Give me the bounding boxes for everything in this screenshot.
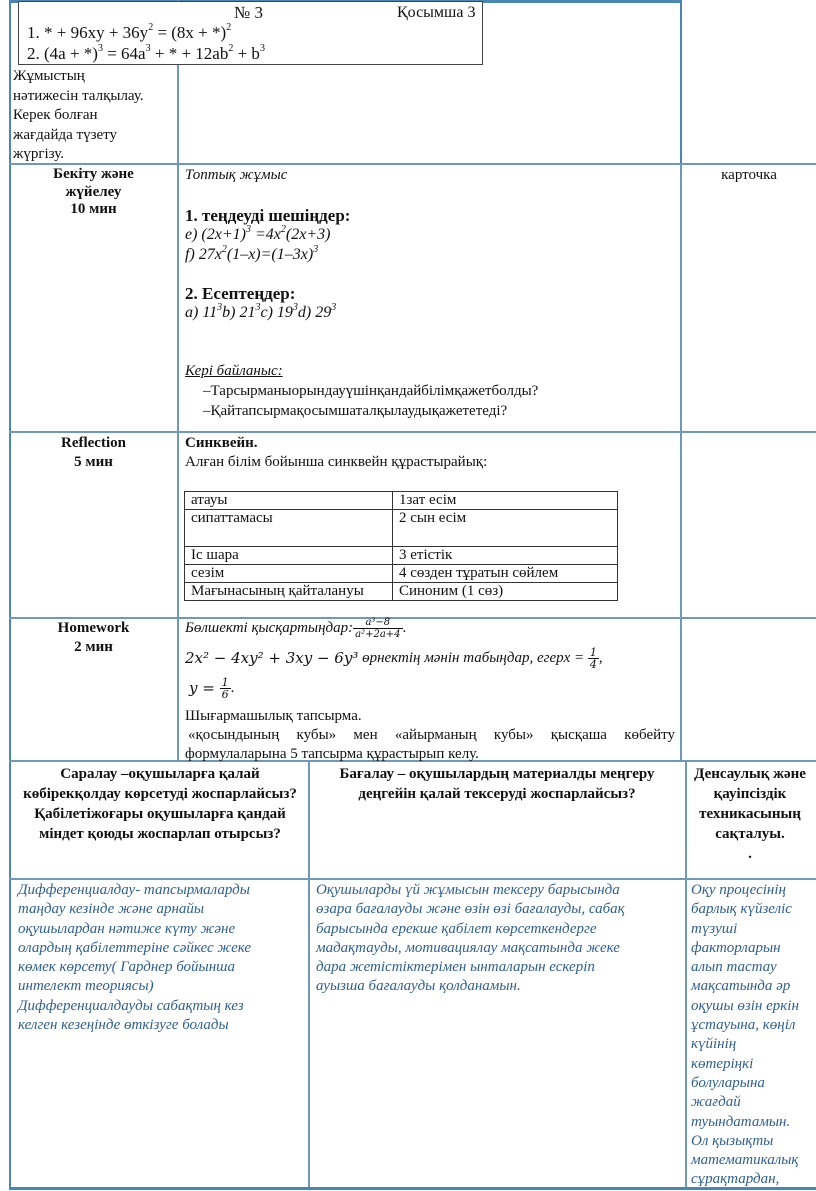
appendix-label: Қосымша 3 xyxy=(397,4,476,21)
resource-card: карточка xyxy=(721,167,777,183)
health-safety-text: Оқу процесінің барлық күйзеліс түзуші факторларын алып тастау мақсатында әр оқушы өзін еркін ұстауына, көңіл күйінің көтеріңкі болуларына жағдай туындатамын. Ол қызықты математикалық сұрақтардан, xyxy=(691,882,799,1188)
appendix-box xyxy=(18,1,483,65)
table-row xyxy=(185,547,618,565)
group-work-label: Топтық жұмыс xyxy=(185,167,288,183)
fraction-y: $\frac{1}{6}$ xyxy=(221,676,229,701)
row-divider-5 xyxy=(9,878,816,880)
fraction-1: $\frac{\text{a³−8}}{\text{a²+2a+4}}$ xyxy=(355,617,401,640)
creative-task-text: «қосындының кубы» мен «айырманың кубы» қысқаша көбейту формулаларына 5 тапсырма құрастырып келу. xyxy=(185,727,675,762)
task1-title: 1. теңдеуді шешіңдер: xyxy=(185,206,351,225)
header-health-safety: Денсаулық және қауіпсіздік техникасының сақталуы. . xyxy=(694,766,806,862)
feedback-item: –Тарсырманыорындауүшінқандайбілімқажетболды? xyxy=(203,383,539,399)
cinquain-title: Синквейн. xyxy=(185,435,258,451)
differentiation-text: Дифференциалдау- тапсырмаларды таңдау кезінде және арнайы оқушылардан нәтиже күту және олардың қабілеттеріне сәйкес жеке көмек көрсету( Гарднер бойынша интелект теориясы) Дифференциалдауды сабақтың кез келген кезеңінде өткізуге болады xyxy=(18,882,252,1034)
reflection-content xyxy=(185,434,675,472)
stage-consolidation: Бекіту және жүйелеу 10 мин xyxy=(53,166,134,217)
equation-f: f) $27x^2(1-x)=(1-3x)^3$ xyxy=(185,243,319,263)
header-differentiation: Саралау –оқушыларға қалай көбірекқолдау көрсетуді жоспарлайсыз?Қабілетіжоғары оқушыларға қандай міндет қоюды жоспарлап отырсыз? xyxy=(23,766,297,842)
feedback-list xyxy=(185,381,675,421)
row-divider-2 xyxy=(9,431,816,433)
col-divider-2 xyxy=(680,163,682,761)
table-row xyxy=(185,565,618,583)
homework-task2: 2x² − 4xy² + 3xy − 6y³ өрнектің мәнін табыңдар, егерx = $\frac{1}{4}$ , xyxy=(185,646,603,671)
table-cell: Іс шара xyxy=(185,547,393,565)
consolidation-content xyxy=(185,166,675,421)
header-assessment: Бағалау – оқушылардың материалды меңгеру деңгейін қалай тексеруді жоспарлайсыз? xyxy=(339,766,655,802)
stage-reflection: Reflection 5 мин xyxy=(61,435,126,470)
equation-1: 1. * + $96xy + 36y^2 = (8x + *)^2$ xyxy=(27,22,232,42)
table-cell: 4 сөзден тұратын сөйлем xyxy=(393,565,618,583)
stage-homework: Homework 2 мин xyxy=(57,620,130,655)
table-row xyxy=(185,492,618,510)
table-cell: сезім xyxy=(185,565,393,583)
table-row xyxy=(185,510,618,547)
bottom-col-divider-1 xyxy=(308,760,310,1190)
table-cell: Синоним (1 сөз) xyxy=(393,583,618,601)
table-cell: 1зат есім xyxy=(393,492,618,510)
fraction-x: $\frac{1}{4}$ xyxy=(589,646,597,671)
col-divider-1 xyxy=(177,0,179,760)
table-cell: 3 етістік xyxy=(393,547,618,565)
appendix-number: № 3 xyxy=(234,3,263,22)
assessment-text: Оқушыларды үй жұмысын тексеру барысында өзара бағалауды және өзін өзі бағалауды, сабақ барысында ерекше қабілет көрсеткендерге мадақтауды, мотивациялау мақсатында жеке дара жетістіктерімен ынталарын ескеріп ауызша бағалауды қолданамын. xyxy=(316,882,625,995)
table-cell: 2 сын есім xyxy=(393,510,618,547)
table-cell: Мағынасының қайталануы xyxy=(185,583,393,601)
cinquain-table xyxy=(184,491,618,601)
homework-task1: Бөлшекті қысқартыңдар: $\frac{\text{a³−8}}{\text{a²+2a+4}}$ . xyxy=(185,617,407,640)
equation-2: 2. $(4a + *)^3 = 64a^3$ + * + $12ab^2 + b^3$ xyxy=(27,43,265,63)
result-discussion-text: Жұмыстың нәтижесін талқылау. Керек болған жағдайда түзету жүргізу. xyxy=(13,68,144,162)
feedback-title: Кері байланыс: xyxy=(185,363,283,379)
homework-y-value: y = $\frac{1}{6}$ . xyxy=(189,676,235,701)
task2-title: 2. Есептеңдер: xyxy=(185,284,296,303)
homework-content xyxy=(185,617,675,764)
col-divider-2-top xyxy=(680,0,682,163)
table-cell: сипаттамасы xyxy=(185,510,393,547)
bottom-col-divider-2 xyxy=(685,760,687,1190)
calc-items: a) $11^3b$) $21^3c$) $19^3d$) $29^3$ xyxy=(185,301,337,321)
creative-task-title: Шығармашылық тапсырма. xyxy=(185,708,362,724)
equation-e: e) $(2x+1)^3 =4x^2(2x+3)$ xyxy=(185,223,331,243)
cinquain-subtitle: Алған білім бойынша синквейн құрастырайық: xyxy=(185,454,488,470)
table-cell: атауы xyxy=(185,492,393,510)
table-row xyxy=(185,583,618,601)
feedback-item: –Қайтапсырмақосымшаталқылаудықажететеді? xyxy=(203,403,508,419)
